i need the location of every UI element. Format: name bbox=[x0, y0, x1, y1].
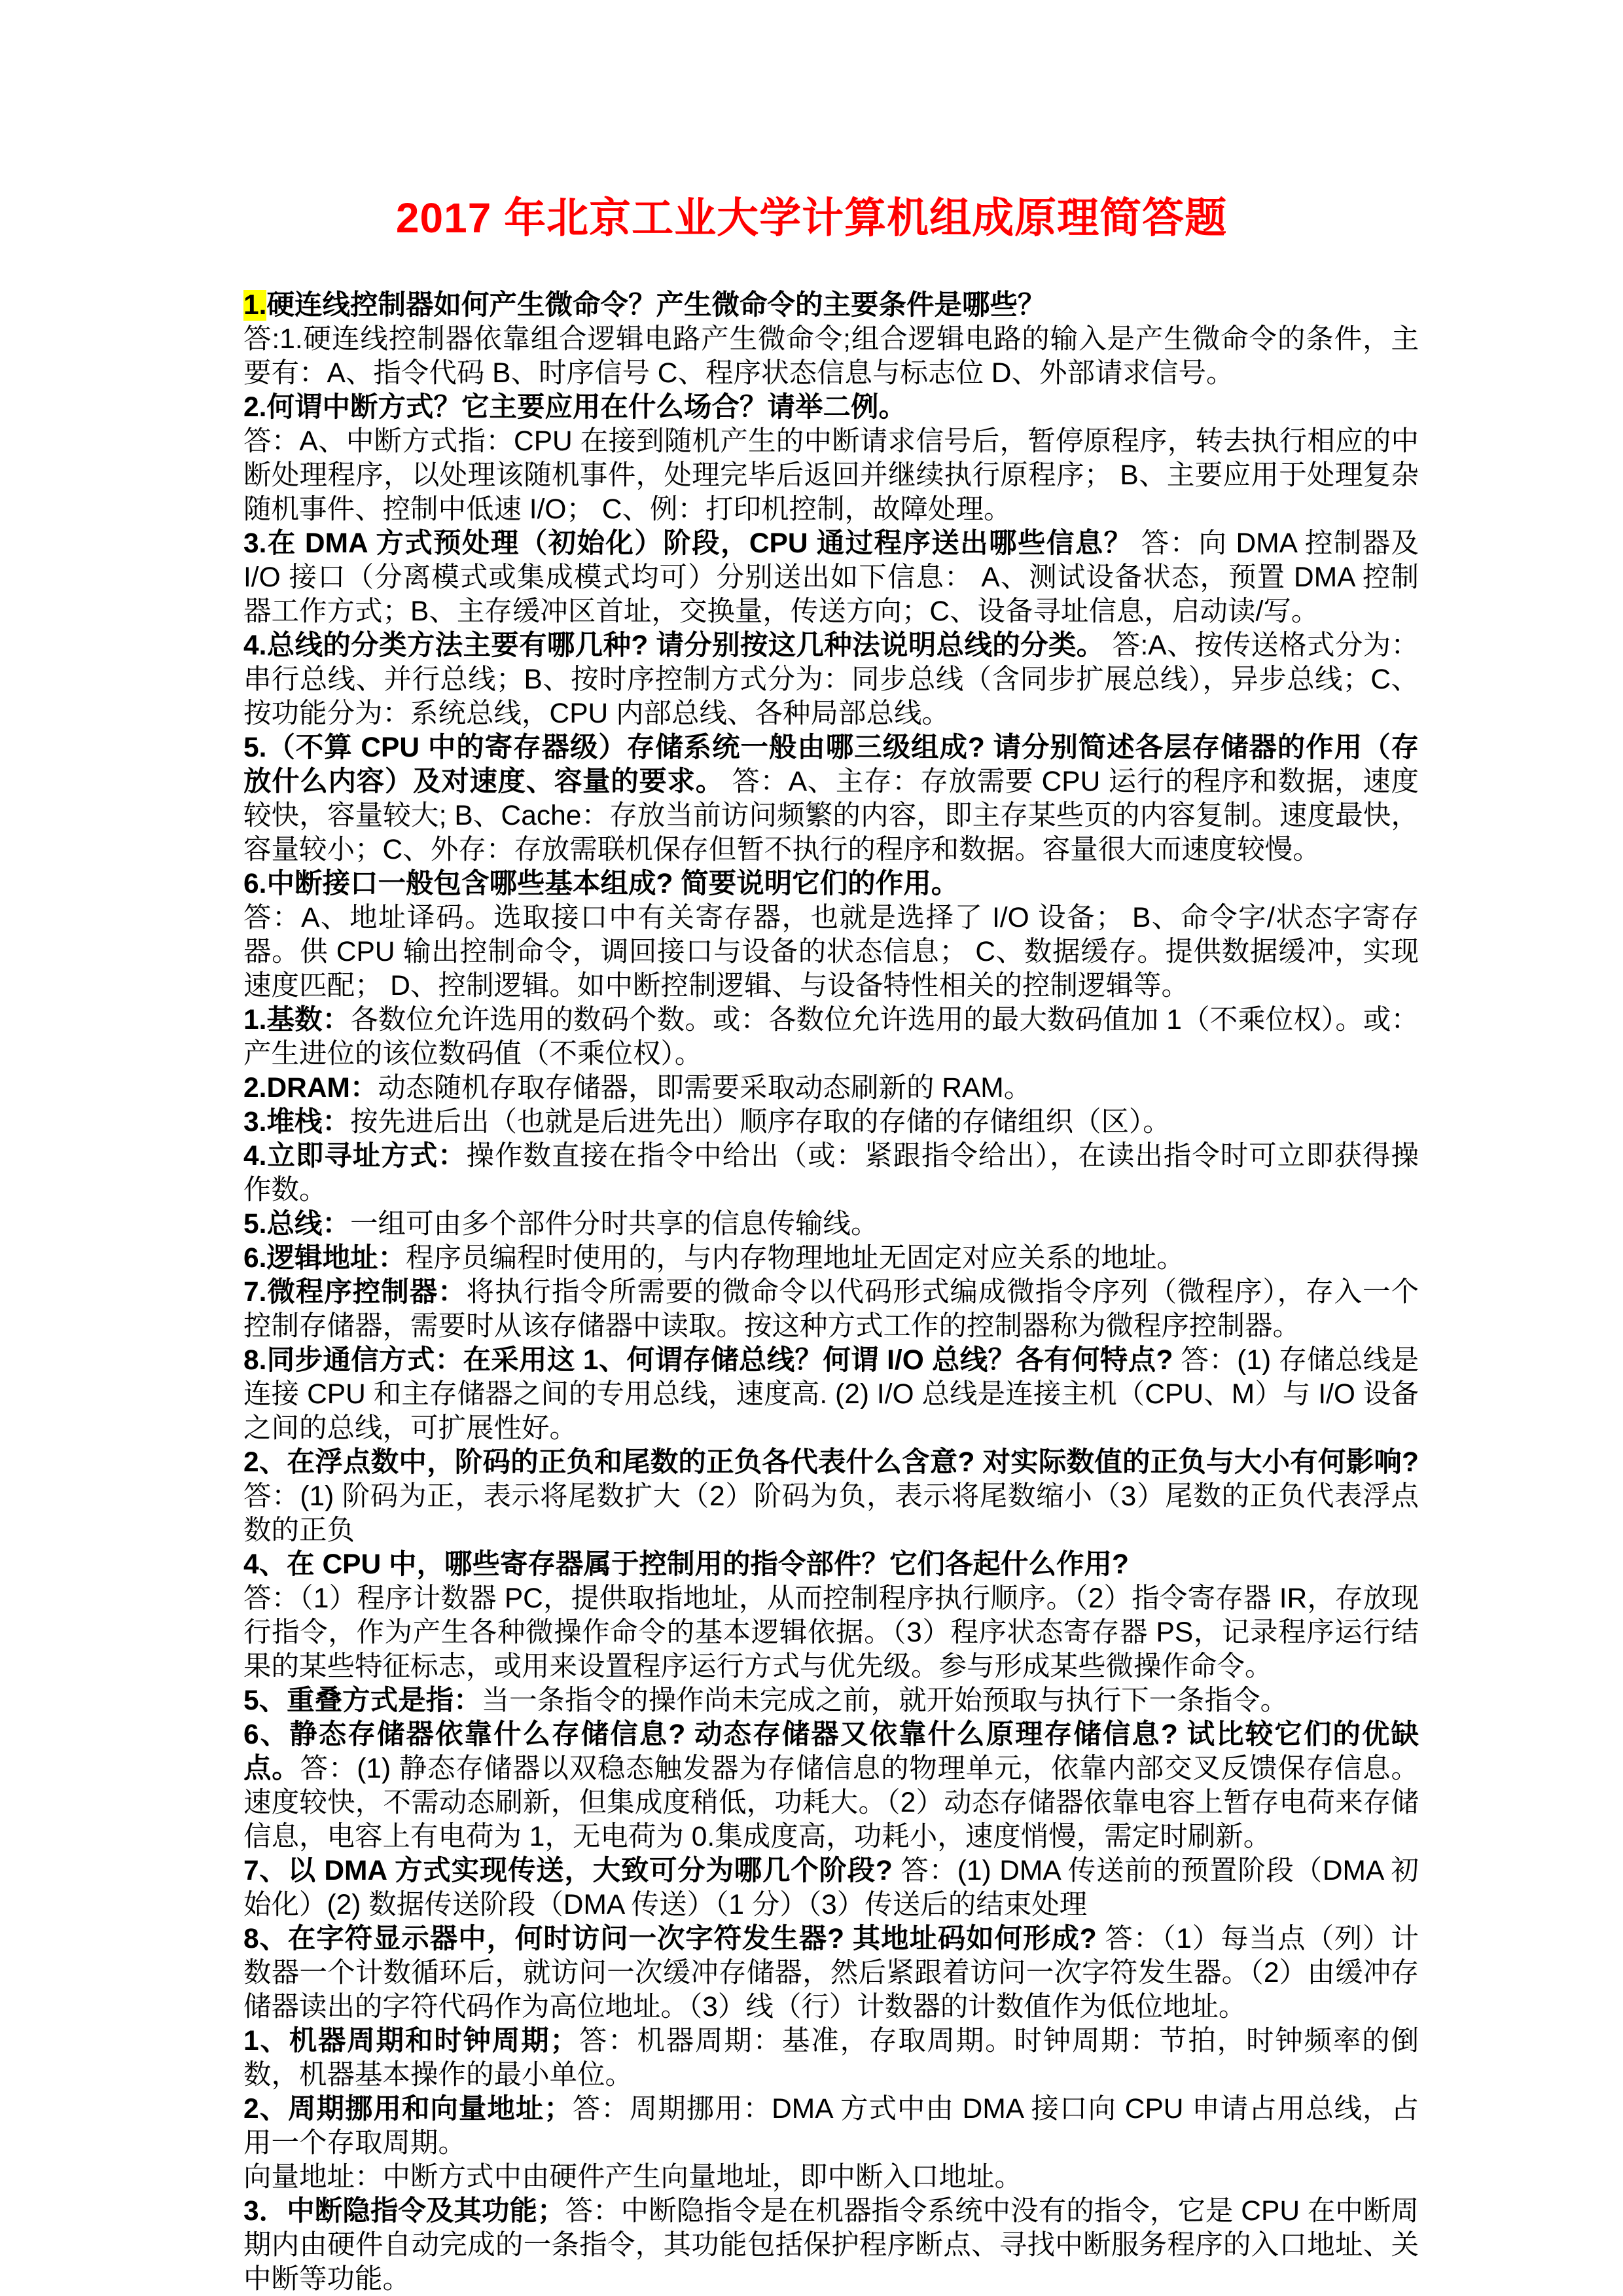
question-text: 2、周期挪用和向量地址； bbox=[243, 2094, 572, 2125]
paragraph bbox=[243, 1718, 1419, 1854]
paragraph bbox=[243, 1446, 1419, 1548]
answer-text: 答:A、按传送格式分为：串行总线、并行总线；B、按时序控制方式分为：同步总线（含同步扩展总线），异步总线；C、按功能分为：系统总线，CPU 内部总线、各种局部总线。 bbox=[243, 630, 1419, 730]
question-text: 4、在 CPU 中，哪些寄存器属于控制用的指令部件？它们各起什么作用? bbox=[243, 1549, 1129, 1581]
paragraph bbox=[243, 2092, 1419, 2161]
answer-text: 答：(1) 阶码为正，表示将尾数扩大（2）阶码为负，表示将尾数缩小（3）尾数的正负代表浮点数的正负 bbox=[243, 1481, 1419, 1547]
question-text: 8.同步通信方式：在采用这 1、何谓存储总线？何谓 I/O 总线？各有何特点? bbox=[243, 1345, 1173, 1376]
answer-text: 各数位允许选用的数码个数。或：各数位允许选用的最大数码值加 1（不乘位权）。或：产生进位的该位数码值（不乘位权）。 bbox=[243, 1005, 1419, 1070]
paragraph bbox=[243, 1582, 1419, 1684]
paragraph bbox=[243, 2161, 1419, 2195]
answer-text: 将执行指令所需要的微命令以代码形式编成微指令序列（微程序），存入一个控制存储器，需要时从该存储器中读取。按这种方式工作的控制器称为微程序控制器。 bbox=[243, 1277, 1419, 1342]
question-text: 5.（不算 CPU 中的寄存器级）存储系统一般由哪三级组成? 请分别简述各层存储器的作用（存放什么内容）及对速度、容量的要求。 bbox=[243, 732, 1419, 798]
answer-text: 操作数直接在指令中给出（或：紧跟指令给出），在读出指令时可立即获得操作数。 bbox=[243, 1141, 1419, 1206]
paragraph bbox=[243, 867, 1419, 901]
question-text: 3.在 DMA 方式预处理（初始化）阶段，CPU 通过程序送出哪些信息？ bbox=[243, 528, 1133, 560]
paragraph bbox=[243, 1242, 1419, 1276]
question-text: 2.DRAM： bbox=[243, 1073, 378, 1104]
question-text: 7.微程序控制器： bbox=[243, 1277, 467, 1308]
question-text: 4.立即寻址方式： bbox=[243, 1141, 467, 1172]
question-text: 3．中断隐指令及其功能； bbox=[243, 2196, 565, 2227]
paragraph bbox=[243, 2024, 1419, 2092]
answer-text: 动态随机存取存储器，即需要采取动态刷新的 RAM。 bbox=[378, 1073, 1032, 1104]
paragraph bbox=[243, 1071, 1419, 1105]
question-text: 5.总线： bbox=[243, 1209, 350, 1240]
question-text: 2.何谓中断方式？它主要应用在什么场合？请举二例。 bbox=[243, 392, 906, 423]
question-text: 6.中断接口一般包含哪些基本组成? 简要说明它们的作用。 bbox=[243, 869, 959, 900]
paragraph bbox=[243, 1922, 1419, 2024]
answer-text: 答：中断隐指令是在机器指令系统中没有的指令，它是 CPU 在中断周期内由硬件自动完成的一条指令，其功能包括保护程序断点、寻找中断服务程序的入口地址、关中断等功能。 bbox=[243, 2196, 1419, 2295]
paragraph bbox=[243, 1548, 1419, 1582]
page-title: 2017 年北京工业大学计算机组成原理简答题 bbox=[395, 194, 1228, 242]
answer-text: 答：（1）每当点（列）计数器一个计数循环后，就访问一次缓冲存储器，然后紧跟着访问一次字符发生器。（2）由缓冲存储器读出的字符代码作为高位地址。（3）线（行）计数器的计数值作为低位地址。 bbox=[243, 1924, 1419, 2023]
answer-text: 答：向 DMA 控制器及 I/O 接口（分离模式或集成模式均可）分别送出如下信息： A、测试设备状态，预置 DMA 控制器工作方式；B、主存缓冲区首址，交换量，传送方向；C、设备寻址信息，启动读/写。 bbox=[243, 528, 1419, 628]
answer-text: 答：(1) DMA 传送前的预置阶段（DMA 初始化）(2) 数据传送阶段（DMA 传送）（1 分）（3）传送后的结束处理 bbox=[243, 1856, 1419, 1921]
paragraph bbox=[243, 1208, 1419, 1242]
answer-text: 一组可由多个部件分时共享的信息传输线。 bbox=[349, 1209, 879, 1240]
paragraph bbox=[243, 1854, 1419, 1922]
paragraph bbox=[243, 527, 1419, 629]
paragraph bbox=[243, 391, 1419, 425]
question-text: 6.逻辑地址： bbox=[243, 1243, 406, 1274]
question-number-highlight: 1. bbox=[243, 290, 267, 321]
answer-text: 当一条指令的操作尚未完成之前，就开始预取与执行下一条指令。 bbox=[481, 1685, 1289, 1717]
question-text: 2、在浮点数中，阶码的正负和尾数的正负各代表什么含意? 对实际数值的正负与大小有何影响? bbox=[243, 1447, 1419, 1479]
paragraph bbox=[243, 1276, 1419, 1344]
paragraph bbox=[243, 2195, 1419, 2296]
paragraph bbox=[243, 1684, 1419, 1718]
paragraph bbox=[243, 425, 1419, 527]
paragraph bbox=[243, 1344, 1419, 1446]
question-text: 4.总线的分类方法主要有哪几种? 请分别按这几种法说明总线的分类。 bbox=[243, 630, 1105, 662]
answer-text: 答：（1）程序计数器 PC，提供取指地址，从而控制程序执行顺序。（2）指令寄存器 IR，存放现行指令，作为产生各种微操作命令的基本逻辑依据。（3）程序状态寄存器 PS，记录程序运行结果的某些特征标志，或用来设置程序运行方式与优先级。参与形成某些微操作命令。 bbox=[243, 1583, 1419, 1683]
question-text: 1.基数： bbox=[243, 1005, 351, 1036]
paragraph bbox=[243, 901, 1419, 1003]
answer-text: 向量地址：中断方式中由硬件产生向量地址，即中断入口地址。 bbox=[243, 2162, 1023, 2193]
answer-text: 答：机器周期：基准，存取周期。时钟周期：节拍，时钟频率的倒数，机器基本操作的最小单位。 bbox=[243, 2026, 1419, 2091]
answer-text: 答：A、地址译码。选取接口中有关寄存器，也就是选择了 I/O 设备； B、命令字/状态字寄存器。供 CPU 输出控制命令，调回接口与设备的状态信息； C、数据缓存。提供数据缓冲，实现速度匹配； D、控制逻辑。如中断控制逻辑、与设备特性相关的控制逻辑等。 bbox=[243, 903, 1419, 1002]
answer-text: 程序员编程时使用的，与内存物理地址无固定对应关系的地址。 bbox=[405, 1243, 1185, 1274]
paragraph bbox=[243, 1003, 1419, 1071]
answer-text: 按先进后出（也就是后进先出）顺序存取的存储的存储组织（区）。 bbox=[349, 1107, 1171, 1138]
question-text: 1、机器周期和时钟周期； bbox=[243, 2026, 579, 2057]
answer-text: 答：周期挪用：DMA 方式中由 DMA 接口向 CPU 申请占用总线，占用一个存取周期。 bbox=[243, 2094, 1419, 2159]
answer-text: 答：A、中断方式指：CPU 在接到随机产生的中断请求信号后，暂停原程序，转去执行相应的中断处理程序，以处理该随机事件，处理完毕后返回并继续执行原程序； B、主要应用于处理复杂随机事件、控制中低速 I/O； C、例：打印机控制，故障处理。 bbox=[243, 426, 1419, 526]
answer-text: 答：A、主存：存放需要 CPU 运行的程序和数据，速度较快，容量较大; B、Cache：存放当前访问频繁的内容，即主存某些页的内容复制。速度最快，容量较小；C、外存：存放需联机保存但暂不执行的程序和数据。容量很大而速度较慢。 bbox=[243, 766, 1419, 866]
paragraph bbox=[243, 323, 1419, 391]
question-text: 3.堆栈： bbox=[243, 1107, 350, 1138]
question-text: 5、重叠方式是指： bbox=[243, 1685, 482, 1717]
question-text: 7、以 DMA 方式实现传送，大致可分为哪几个阶段? bbox=[243, 1856, 893, 1887]
question-text: 硬连线控制器如何产生微命令？产生微命令的主要条件是哪些？ bbox=[266, 290, 1046, 321]
paragraph bbox=[243, 1139, 1419, 1208]
document-body bbox=[243, 289, 1419, 2296]
paragraph bbox=[243, 1105, 1419, 1139]
answer-text: 答：(1) 存储总线是连接 CPU 和主存储器之间的专用总线，速度高. (2) I/O 总线是连接主机（CPU、M）与 I/O 设备之间的总线，可扩展性好。 bbox=[243, 1345, 1419, 1444]
answer-text: 答:1.硬连线控制器依靠组合逻辑电路产生微命令;组合逻辑电路的输入是产生微命令的条件，主要有：A、指令代码 B、时序信号 C、程序状态信息与标志位 D、外部请求信号。 bbox=[243, 324, 1419, 389]
paragraph bbox=[243, 289, 1419, 323]
question-text: 8、在字符显示器中，何时访问一次字符发生器? 其地址码如何形成? bbox=[243, 1924, 1097, 1955]
paragraph bbox=[243, 731, 1419, 867]
paragraph bbox=[243, 629, 1419, 731]
answer-text: 答：(1) 静态存储器以双稳态触发器为存储信息的物理单元，依靠内部交叉反馈保存信息。速度较快，不需动态刷新，但集成度稍低，功耗大。（2）动态存储器依靠电容上暂存电荷来存储信息，电容上有电荷为 1，无电荷为 0.集成度高，功耗小，速度悄慢，需定时刷新。 bbox=[243, 1753, 1419, 1853]
question-text: 6、静态存储器依靠什么存储信息? 动态存储器又依靠什么原理存储信息? 试比较它们的优缺点。 bbox=[243, 1719, 1419, 1785]
